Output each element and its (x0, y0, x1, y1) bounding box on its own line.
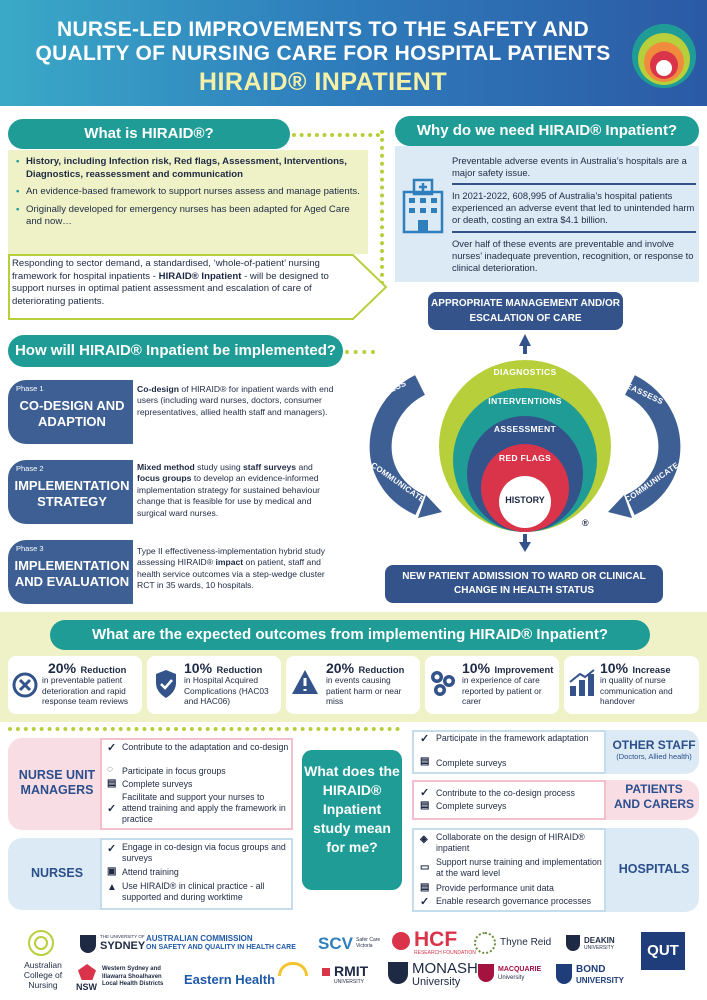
speech-bubble-icon: ◌ (107, 764, 113, 775)
why-divider (452, 183, 696, 185)
deakin-crest-icon (566, 935, 580, 951)
patients-task-1: Contribute to the co-design process (436, 788, 575, 798)
phase-2-text: Mixed method study using staff surveys and focus groups to develop an evidence-informed implementation strategy for sustained behaviour change that is feasible for use by medical and surgical ward nurses. (137, 462, 320, 518)
title-line-2: QUALITY OF NURSING CARE FOR HOSPITAL PATIENTS (35, 42, 611, 65)
patients-tasks-box (412, 780, 606, 820)
communicate-right-label: COMMUNICATE (623, 460, 681, 505)
reassess-left-label: REASSESS (362, 378, 408, 407)
title-hiraid-inpatient: HIRAID® INPATIENT (198, 68, 448, 96)
people-care-icon (428, 668, 458, 698)
phase-1-name: CO-DESIGN AND ADAPTION (19, 398, 125, 429)
wslhd-logo: Western Sydney and Illawarra Shoalhaven Local Health Districts (102, 966, 164, 987)
data-icon: ▤ (420, 882, 430, 893)
why-divider (452, 231, 696, 233)
managers-task-2: Participate in focus groups (122, 766, 226, 776)
outcome-4-head: 10% Improvement (462, 660, 554, 676)
scv-sub: Safer Care Victoria (356, 937, 381, 949)
phase-1-text: Co-design of HIRAID® for inpatient wards with end users (including ward nurses, doctors, consumer representatives, allied health staff and managers). (137, 384, 334, 417)
warning-icon (290, 668, 320, 696)
bottom-trigger-box: NEW PATIENT ADMISSION TO WARD OR CLINICAL CHANGE IN HEALTH STATUS (385, 565, 663, 603)
other-staff-label: OTHER STAFF (612, 738, 696, 752)
patients-task-2: Complete surveys (436, 801, 507, 811)
thyne-tree-icon (474, 932, 496, 954)
eastern-health-logo: Eastern Health (184, 972, 276, 987)
check-icon: ✓ (420, 733, 430, 745)
phase-2-number: Phase 2 (16, 464, 44, 473)
outcome-4-desc: in experience of care reported by patient or carer (462, 675, 542, 707)
ring-interventions: INTERVENTIONS (488, 396, 562, 406)
hospitals-task-1: Collaborate on the design of HIRAID® inpatient (436, 832, 585, 853)
mortarboard-icon: ▲ (107, 882, 117, 893)
nsw-logo: NSW (76, 982, 97, 992)
hcf-sub: RESEARCH FOUNDATION (414, 950, 476, 956)
hiraid-logo-icon (630, 22, 698, 90)
phase-3-number: Phase 3 (16, 544, 44, 553)
patients-label: PATIENTS AND CARERS (613, 782, 694, 811)
bond-sub: UNIVERSITY (576, 976, 625, 985)
outcomes-title: What are the expected outcomes from implementing HIRAID® Inpatient? (50, 620, 650, 650)
why-para-3: Over half of these events are preventable and involve nurses’ inadequate prevention, recognition, or response to clinical deterioration. (452, 238, 694, 274)
phase-3-name: IMPLEMENTATION AND EVALUATION (14, 558, 130, 589)
divider-dots (292, 133, 380, 137)
top-outcome-box: APPROPRIATE MANAGEMENT AND/OR ESCALATION OF CARE (428, 292, 623, 330)
hiraid-diagram (350, 290, 705, 610)
how-title: How will HIRAID® Inpatient be implemented? (8, 335, 343, 367)
hospitals-task-4: Enable research governance processes (436, 896, 592, 906)
what-is-title: What is HIRAID®? (8, 119, 290, 149)
handshake-icon: ◈ (420, 834, 428, 845)
shield-icon (153, 668, 179, 700)
outcome-3-head: 20% Reduction (326, 660, 405, 676)
monash-sub: University (412, 976, 461, 988)
rmit-logo: RMIT (334, 963, 369, 979)
check-icon: ✓ (107, 742, 117, 754)
nurses-label: NURSES (30, 866, 84, 880)
scv-logo: SCV (318, 934, 353, 953)
acsqhc-line-1: AUSTRALIAN COMMISSION (146, 934, 253, 943)
outcome-5-desc: in quality of nurse communication and handover (600, 675, 673, 707)
check-icon: ✓ (420, 787, 430, 799)
divider-dots (8, 727, 400, 731)
why-para-1: Preventable adverse events in Australia’s hospitals are a major safety issue. (452, 155, 687, 179)
survey-icon: ▤ (420, 800, 430, 811)
nurses-task-3: Use HIRAID® in clinical practice - all supported and during worktime (122, 881, 265, 902)
outcome-3-desc: in events causing patient harm or near miss (326, 675, 402, 707)
what-is-paragraph: Responding to sector demand, a standardised, ‘whole-of-patient’ nursing framework for hospital inpatients - HIRAID® Inpatient - will be designed to support nurses in optimal patient assessment and escalation of care of deteriorating patients. (12, 258, 329, 307)
macquarie-logo: MACQUARIE (498, 966, 542, 973)
sydney-logo: SYDNEY (100, 940, 146, 952)
macquarie-sub: University (498, 975, 525, 981)
what-bullet: • Originally developed for emergency nurses has been adapted for Aged Care and now… (16, 204, 362, 229)
hospitals-label: HOSPITALS (618, 862, 690, 876)
check-icon: ✓ (107, 803, 117, 815)
registered-mark: ® (582, 518, 589, 528)
managers-task-3: Complete surveys (122, 779, 193, 789)
phase-1-number: Phase 1 (16, 384, 44, 393)
phase-3-text: Type II effectiveness-implementation hybrid study assessing HIRAID® impact on patient, staff and health service outcomes via a step-wedge cluster RCT in 35 wards, 10 hospitals. (137, 546, 326, 591)
reassess-right-label: REASSESS (619, 378, 665, 407)
survey-icon: ▤ (107, 778, 117, 789)
hospitals-task-2: Support nurse training and implementation at the ward level (436, 857, 602, 878)
monash-crest-icon (388, 962, 408, 984)
outcome-2-head: 10% Reduction (184, 660, 263, 676)
macquarie-crest-icon (478, 964, 494, 982)
communicate-left-label: COMMUNICATE (369, 460, 427, 505)
bond-logo: BOND (576, 964, 606, 975)
outcome-2-desc: in Hospital Acquired Complications (HAC03 and HAC06) (184, 675, 269, 707)
ring-red-flags: RED FLAGS (498, 453, 552, 463)
monash-logo: MONASH (412, 960, 478, 977)
why-title: Why do we need HIRAID® Inpatient? (395, 116, 699, 146)
rmit-mark-icon (322, 968, 330, 976)
hcf-mark-icon (392, 932, 410, 950)
deakin-sub: UNIVERSITY (584, 945, 615, 951)
phase-2-name: IMPLEMENTATION STRATEGY (14, 478, 130, 509)
ring-history: HISTORY (505, 495, 545, 505)
what-bullet: • History, including Infection risk, Red flags, Assessment, Interventions, Diagnostics, reassessment and communication (16, 156, 362, 181)
sydney-small: THE UNIVERSITY OF (100, 934, 145, 939)
bar-chart-icon (568, 668, 596, 698)
outcome-1-head: 20% Reduction (48, 660, 127, 676)
outcome-5-head: 10% Increase (600, 660, 671, 676)
managers-task-4: Facilitate and support your nurses to attend training and apply the framework in practice (122, 792, 286, 824)
qut-logo: QUT (641, 932, 685, 970)
other-task-1: Participate in the framework adaptation (436, 733, 589, 743)
ring-assessment: ASSESSMENT (493, 424, 557, 434)
thyne-logo: Thyne Reid (500, 937, 552, 948)
ring-diagnostics: DIAGNOSTICS (493, 367, 557, 377)
check-icon: ✓ (420, 896, 430, 908)
nurses-task-1: Engage in co-design via focus groups and surveys (122, 842, 286, 863)
what-is-list (8, 150, 368, 254)
hcf-logo: HCF (414, 928, 458, 951)
book-icon: ▭ (420, 862, 430, 873)
other-task-2: Complete surveys (436, 758, 507, 768)
hospitals-task-3: Provide performance unit data (436, 883, 554, 893)
other-staff-sub: (Doctors, Allied health) (616, 752, 692, 761)
check-icon: ✓ (107, 843, 117, 855)
deterioration-icon (12, 672, 38, 698)
why-para-2: In 2021-2022, 608,995 of Australia’s hospital patients experienced an adverse event that led to unintended harm or death, costing an extra $4.1 billion. (452, 190, 695, 226)
hospital-icon (400, 178, 446, 234)
bond-crest-icon (556, 964, 572, 984)
managers-label: NURSE UNIT MANAGERS (18, 768, 96, 797)
acsqhc-line-2: ON SAFETY AND QUALITY IN HEALTH CARE (146, 944, 296, 951)
rmit-sub: UNIVERSITY (334, 979, 365, 985)
deakin-logo: DEAKIN (584, 936, 615, 945)
survey-icon: ▤ (420, 756, 430, 767)
outcome-1-desc: in preventable patient deterioration and rapid response team reviews (42, 675, 129, 707)
acn-logo: Australian College of Nursing (23, 960, 63, 990)
managers-task-1: Contribute to the adaptation and co-design (122, 742, 289, 752)
acn-logo-icon (26, 928, 56, 958)
what-bullet: • An evidence-based framework to support nurses assess and manage patients. (16, 186, 362, 199)
nurses-task-2: Attend training (122, 867, 179, 877)
training-icon: ▣ (107, 866, 117, 877)
sydney-crest-icon (80, 935, 96, 953)
meaning-title: What does the HIRAID® Inpatient study mean for me? (304, 763, 400, 855)
title-line-1: NURSE-LED IMPROVEMENTS TO THE SAFETY AND (57, 18, 589, 41)
